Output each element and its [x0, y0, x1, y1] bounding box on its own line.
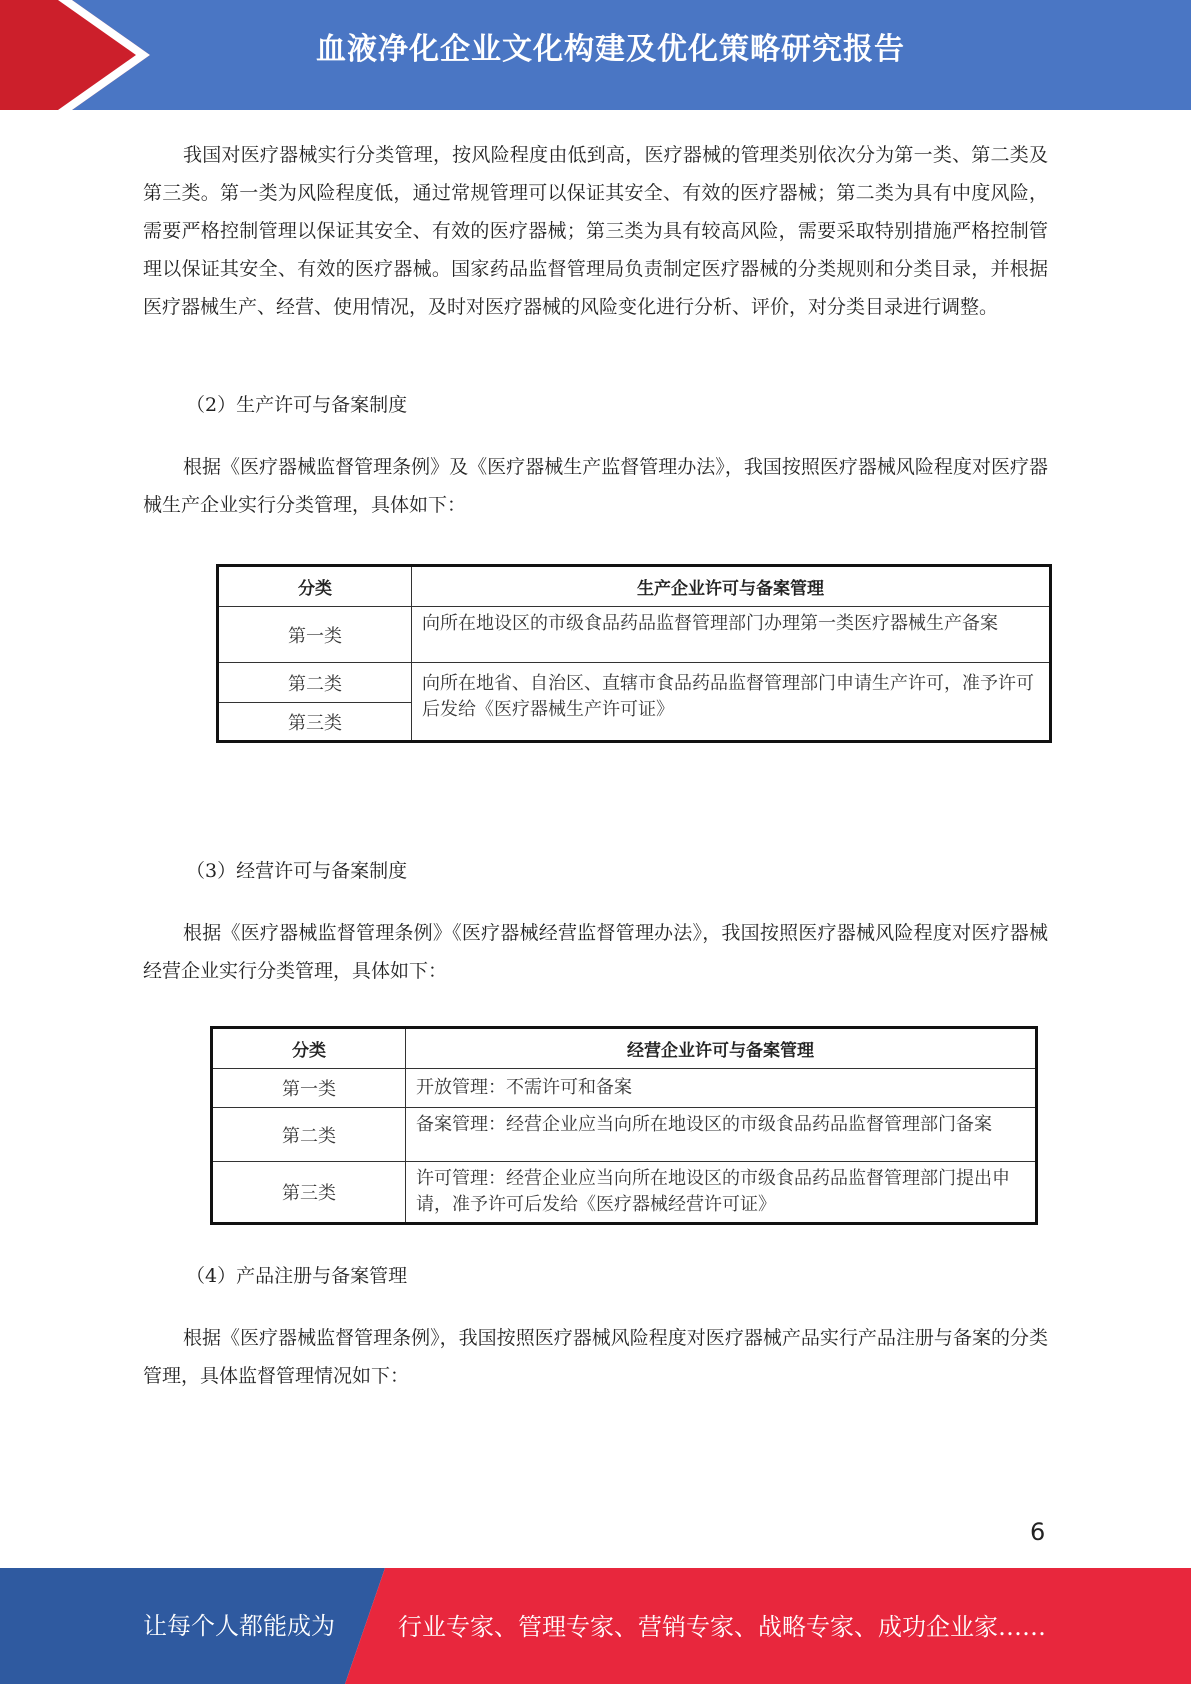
- table-row: [212, 1108, 1037, 1162]
- table-cell-category: 第一类: [218, 607, 412, 663]
- footer-slogan-left: 让每个人都能成为: [143, 1612, 335, 1640]
- table-cell-category: 第二类: [218, 663, 412, 703]
- table-cell-category: 第一类: [212, 1069, 406, 1108]
- table-cell-category: 第三类: [218, 703, 412, 742]
- paragraph-classification: 我国对医疗器械实行分类管理，按风险程度由低到高，医疗器械的管理类别依次分为第一类、第二类及第三类。第一类为风险程度低，通过常规管理可以保证其安全、有效的医疗器械；第二类为具有中度风险，需要严格控制管理以保证其安全、有效的医疗器械；第三类为具有较高风险，需要采取特别措施严格控制管理以保证其安全、有效的医疗器械。国家药品监督管理局负责制定医疗器械的分类规则和分类目录，并根据医疗器械生产、经营、使用情况，及时对医疗器械的风险变化进行分析、评价，对分类目录进行调整。: [143, 144, 1048, 318]
- section-heading-business: （3）经营许可与备案制度: [186, 860, 408, 882]
- production-license-table: [216, 564, 1052, 743]
- table-cell-description: 向所在地设区的市级食品药品监督管理部门办理第一类医疗器械生产备案: [412, 607, 1051, 663]
- footer-slogan-right: 行业专家、管理专家、营销专家、战略专家、成功企业家……: [398, 1613, 1046, 1641]
- report-title: 血液净化企业文化构建及优化策略研究报告: [316, 32, 905, 67]
- table-header-category: 分类: [218, 566, 412, 607]
- paragraph-business: 根据《医疗器械监督管理条例》《医疗器械经营监督管理办法》，我国按照医疗器械风险程度对医疗器械经营企业实行分类管理，具体如下：: [143, 922, 1048, 982]
- table-cell-description: 备案管理：经营企业应当向所在地设区的市级食品药品监督管理部门备案: [406, 1108, 1037, 1162]
- paragraph-registration: 根据《医疗器械监督管理条例》，我国按照医疗器械风险程度对医疗器械产品实行产品注册与备案的分类管理，具体监督管理情况如下：: [143, 1327, 1048, 1387]
- page-number: 6: [1030, 1518, 1046, 1546]
- business-license-table: [210, 1026, 1038, 1225]
- table-header-category: 分类: [212, 1028, 406, 1069]
- section-heading-registration: （4）产品注册与备案管理: [186, 1265, 408, 1287]
- table-row: [212, 1069, 1037, 1108]
- paragraph-production: 根据《医疗器械监督管理条例》及《医疗器械生产监督管理办法》，我国按照医疗器械风险程度对医疗器械生产企业实行分类管理，具体如下：: [143, 456, 1048, 516]
- table-row: [218, 607, 1051, 663]
- table-header-management: 经营企业许可与备案管理: [406, 1028, 1037, 1069]
- table-cell-description: 向所在地省、自治区、直辖市食品药品监督管理部门申请生产许可，准予许可后发给《医疗器械生产许可证》: [412, 663, 1051, 742]
- table-cell-description: 开放管理：不需许可和备案: [406, 1069, 1037, 1108]
- table-cell-category: 第三类: [212, 1162, 406, 1224]
- page-footer: [0, 1568, 1191, 1684]
- table-cell-description: 许可管理：经营企业应当向所在地设区的市级食品药品监督管理部门提出申请，准予许可后发给《医疗器械经营许可证》: [406, 1162, 1037, 1224]
- table-row: [212, 1162, 1037, 1224]
- table-row: [218, 663, 1051, 703]
- table-cell-category: 第二类: [212, 1108, 406, 1162]
- table-header-management: 生产企业许可与备案管理: [412, 566, 1051, 607]
- page-header: [0, 0, 1191, 110]
- section-heading-production: （2）生产许可与备案制度: [186, 394, 408, 416]
